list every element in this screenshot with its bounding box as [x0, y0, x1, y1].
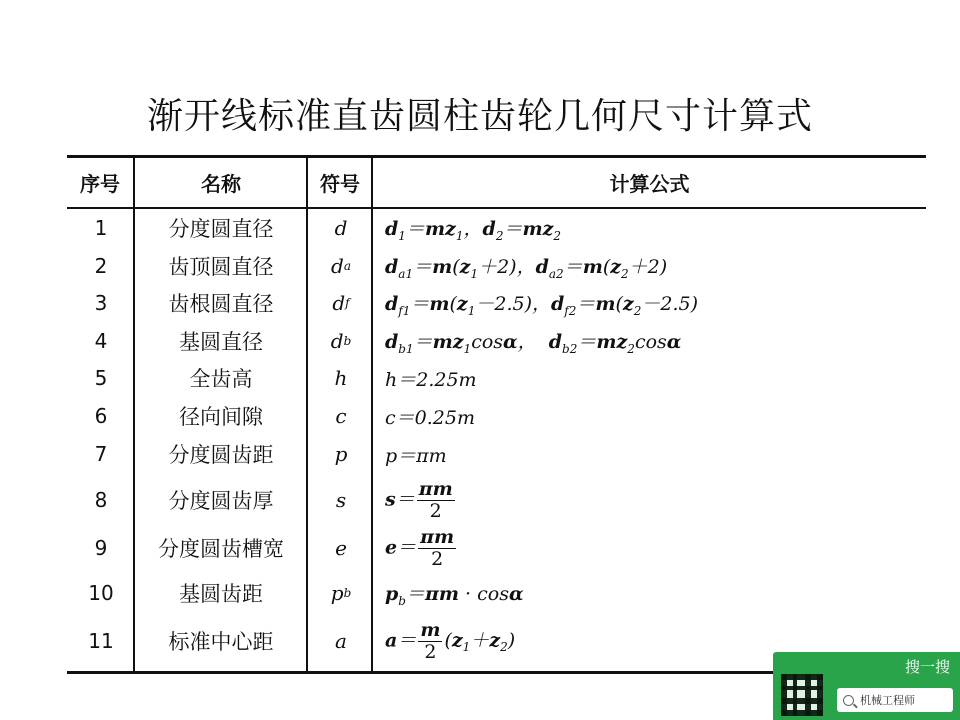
row-formula: $d_{a1}=m(z_1+2)$，$d_{a2}=m(z_2+2)$ — [385, 255, 668, 281]
watermark-badge — [773, 652, 960, 720]
header-symbol: 符号 — [320, 172, 360, 196]
watermark-search[interactable] — [837, 688, 953, 712]
row-formula: $d_1=mz_1$，$d_2=mz_2$ — [385, 217, 562, 243]
row-symbol: s — [335, 488, 347, 512]
row-formula: p＝πm — [385, 444, 447, 467]
row-formula: $d_{b1}=mz_1\cos\alpha$， $d_{b2}=mz_2\cos\alpha$ — [385, 330, 682, 356]
row-formula: a＝ $\frac{m}{2}$ $(z_1+z_2)$ — [385, 618, 516, 663]
row-formula: h＝2.25m — [385, 368, 477, 391]
row-name: 径向间隙 — [179, 405, 263, 429]
row-formula: $p_b=\pi m \cdot \cos\alpha$ — [385, 582, 524, 608]
row-name: 基圆直径 — [179, 330, 263, 354]
row-no: 11 — [88, 629, 114, 653]
search-icon — [843, 695, 854, 706]
row-symbol: a — [335, 629, 347, 653]
row-symbol: e — [335, 536, 347, 560]
row-name: 分度圆直径 — [168, 217, 274, 241]
row-no: 5 — [94, 366, 108, 390]
row-name: 基圆齿距 — [179, 582, 263, 606]
row-no: 10 — [88, 581, 114, 605]
row-symbol: p b — [330, 581, 352, 605]
row-name: 标准中心距 — [168, 630, 274, 654]
row-name: 齿顶圆直径 — [168, 255, 274, 279]
watermark-label: 搜一搜 — [904, 658, 950, 676]
row-no: 9 — [94, 536, 108, 560]
row-symbol: h — [334, 366, 348, 390]
row-symbol: c — [335, 404, 347, 428]
row-symbol: p — [334, 442, 348, 466]
row-formula: c＝0.25m — [385, 406, 475, 429]
row-no: 4 — [94, 329, 108, 353]
row-symbol: d — [334, 216, 348, 240]
row-name: 分度圆齿厚 — [168, 489, 274, 513]
row-name: 齿根圆直径 — [168, 292, 274, 316]
table-header-rule — [67, 207, 926, 209]
header-name: 名称 — [201, 172, 241, 196]
header-no: 序号 — [80, 172, 120, 196]
header-formula: 计算公式 — [609, 172, 690, 196]
row-no: 3 — [94, 291, 108, 315]
row-symbol: d a — [331, 254, 351, 278]
row-symbol: d b — [330, 329, 352, 353]
row-name: 分度圆齿距 — [168, 443, 274, 467]
row-formula: s＝ $\frac{\pi m}{2}$ — [385, 477, 453, 522]
row-name: 全齿高 — [189, 367, 253, 391]
row-no: 2 — [94, 254, 108, 278]
row-name: 分度圆齿槽宽 — [158, 537, 284, 561]
row-no: 7 — [94, 442, 108, 466]
row-no: 6 — [94, 404, 108, 428]
row-formula: e＝ $\frac{\pi m}{2}$ — [385, 525, 455, 570]
page-title: 渐开线标准直齿圆柱齿轮几何尺寸计算式 — [146, 96, 813, 137]
row-no: 1 — [94, 216, 108, 240]
formula-table — [67, 155, 926, 674]
row-no: 8 — [94, 488, 108, 512]
search-text: 机械工程师 — [860, 694, 915, 707]
qr-code-icon — [781, 674, 823, 716]
row-symbol: d f — [332, 291, 350, 315]
row-formula: $d_{f1}=m(z_1-2.5)$，$d_{f2}=m(z_2-2.5)$ — [385, 292, 698, 318]
